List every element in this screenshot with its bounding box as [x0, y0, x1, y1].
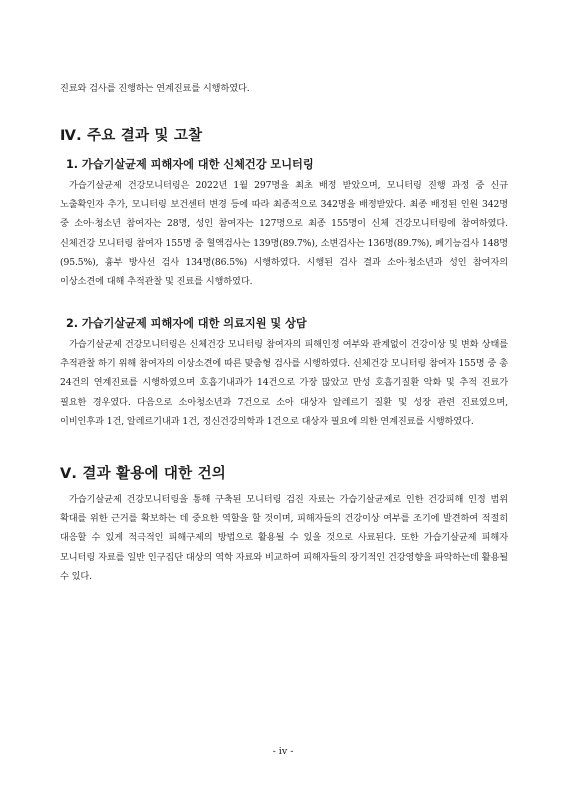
section-5-title: Ⅴ. 결과 활용에 대한 건의 — [60, 466, 226, 482]
subsection-2-body: 가습기살균제 건강모니터링은 신체건강 모니터링 참여자의 피해인정 여부와 관계없이 건강이상 및 변화 상태를 추적관찰 하기 위해 참여자의 이상소견에 따른 맞춤형 검사를 시행하였다. 신체건강 모니터링 참여자 155명 중 총 24건의 연계진료를 시행하였으며 호흡기내과가 14건으로 가장 많았고 만성 호흡기질환 악화 및 추적 진료가 필요한 경우였다. 다음으로 소아청소년과 7건으로 소아 대상자 알레르기 질환 및 성장 관련 진료였으며, 이비인후과 1건, 알레르기내과 1건, 정신건강의학과 1건으로 대상자 필요에 의한 연계진료를 시행하였다. — [60, 339, 508, 427]
subsection-1-body: 가습기살균제 건강모니터링은 2022년 1월 297명을 최초 배정 받았으며, 모니터링 진행 과정 중 신규 노출확인자 추가, 모니터링 보건센터 변경 등에 따라 최종적으로 342명을 배정받았다. 최종 배정된 인원 342명 중 소아·청소년 참여자는 28명, 성인 참여자는 127명으로 최종 155명이 신체 건강모니터링에 참여하였다. 신체건강 모니터링 참여자 155명 중 혈액검사는 139명(89.7%), 소변검사는 136명(89.7%), 폐기능검사 148명(95.5%), 흉부 방사선 검사 134명(86.5%) 시행하였다. 시행된 검사 결과 소아·청소년과 성인 참여자의 이상소견에 대해 추적관찰 및 진료를 시행하였다. — [60, 180, 508, 288]
intro-paragraph: 진료와 검사를 진행하는 연계진료를 시행하였다. — [60, 83, 250, 94]
section-4-title: Ⅳ. 주요 결과 및 고찰 — [60, 128, 203, 144]
page-number: - iv - — [272, 746, 294, 757]
subsection-2-title: 2. 가습기살균제 피해자에 대한 의료지원 및 상담 — [66, 317, 307, 330]
subsection-1-title: 1. 가습기살균제 피해자에 대한 신체건강 모니터링 — [66, 158, 314, 171]
section-5-body: 가습기살균제 건강모니터링을 통해 구축된 모니터링 검진 자료는 가습기살균제로 인한 건강피해 인정 범위 확대를 위한 근거를 확보하는 데 중요한 역할을 할 것이며, 피해자들의 건강이상 여부를 조기에 발견하여 적절히 대응할 수 있게 적극적인 피해구제의 방법으로 활용될 수 있을 것으로 사료된다. 또한 가습기살균제 피해자 모니터링 자료를 일반 인구집단 대상의 역학 자료와 비교하여 피해자들의 장기적인 건강영향을 파악하는데 활용될 수 있다. — [60, 494, 508, 582]
